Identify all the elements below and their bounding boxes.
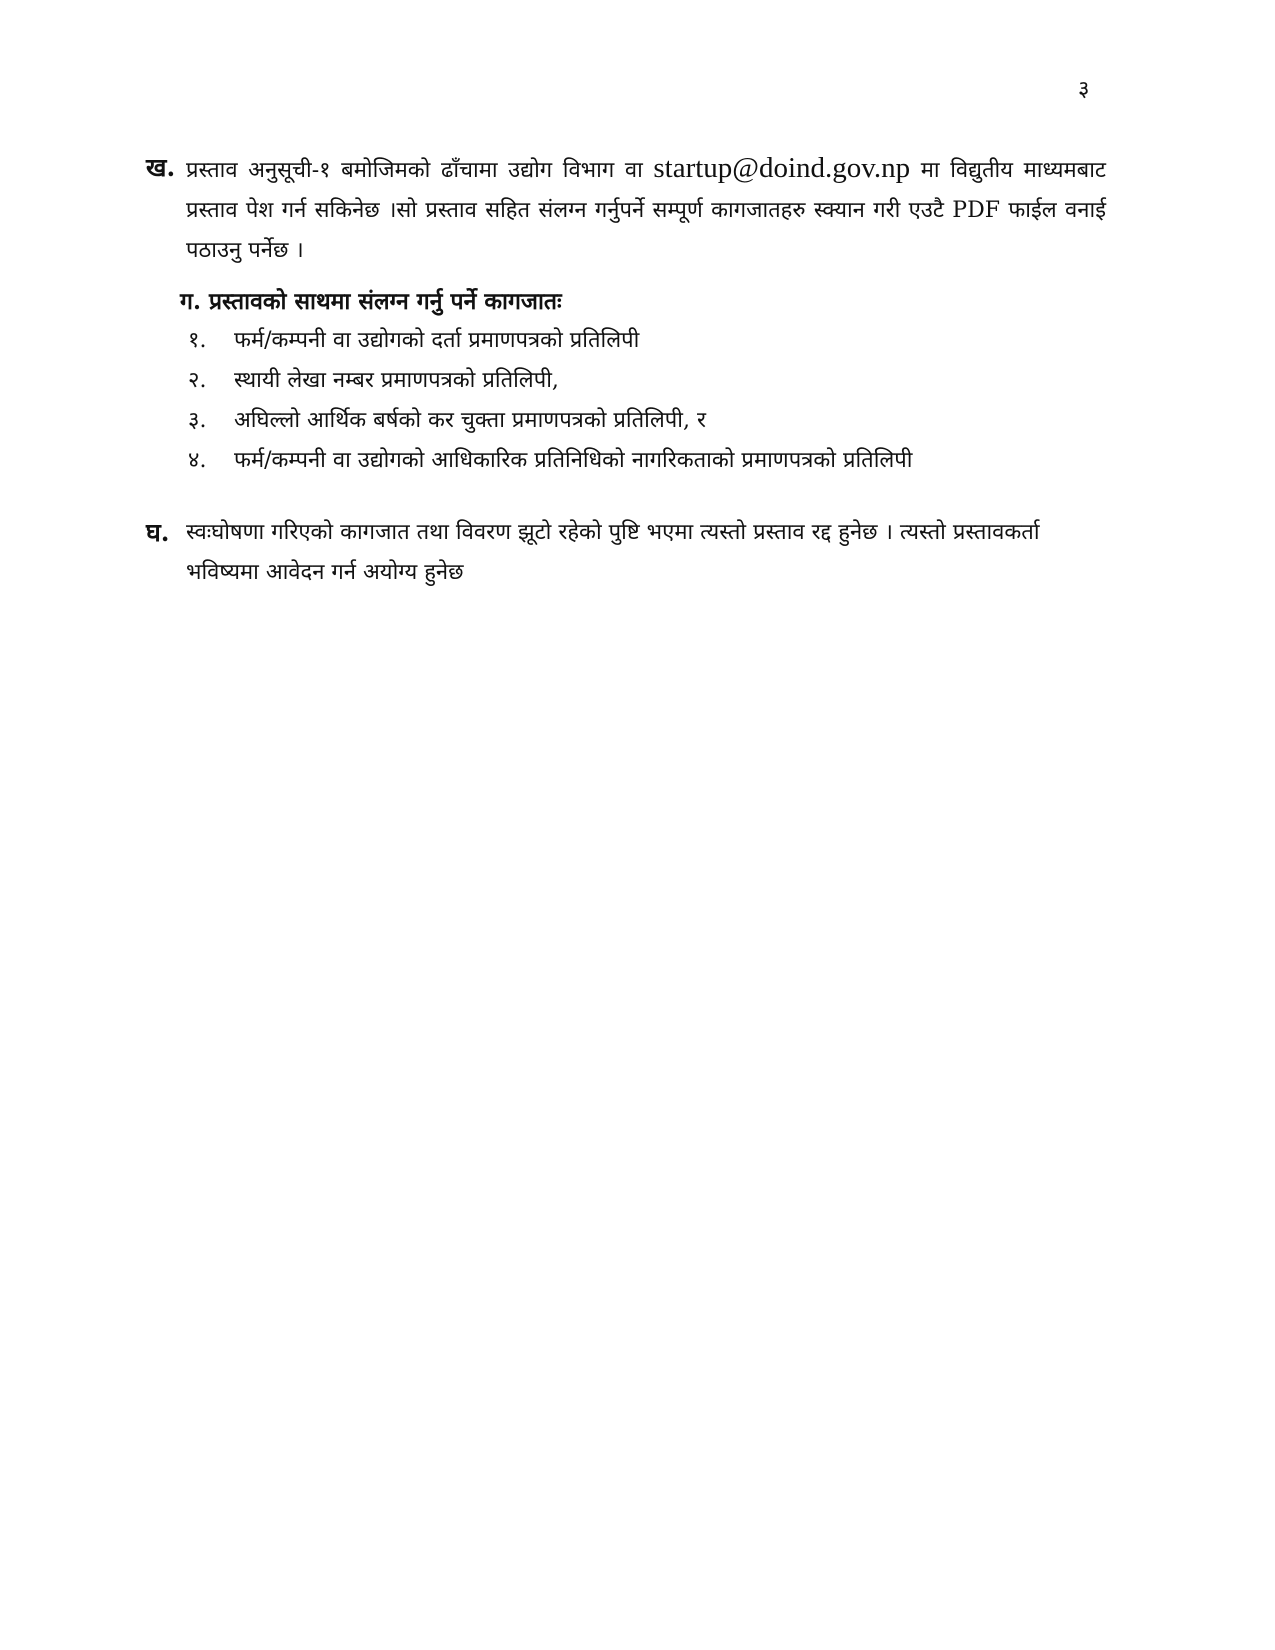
required-document-text: फर्म/कम्पनी वा उद्योगको आधिकारिक प्रतिनिधिको नागरिकताको प्रमाणपत्रको प्रतिलिपी [234,448,913,473]
required-document-number: १. [188,328,207,353]
required-document-item [188,401,1088,441]
section-ga-heading: ग. प्रस्तावको साथमा संलग्न गर्नु पर्ने कागजातः [180,288,562,315]
section-gha [146,513,1106,593]
required-document-number: ४. [188,448,207,473]
section-gha-marker: घ. [146,518,170,547]
required-documents-list [188,321,1088,481]
required-document-text: अघिल्लो आर्थिक बर्षको कर चुक्ता प्रमाणपत्रको प्रतिलिपी, र [234,408,706,433]
section-kha-text-after-email: मा विद्युतीय माध्यमबाट प्रस्ताव पेश गर्न सकिनेछ ।सो प्रस्ताव सहित संलग्न गर्नुपर्ने सम्पूर्ण कागजातहरु स्क्यान गरी एउटै PDF फाईल वनाई पठाउनु पर्नेछ । [186,158,1106,263]
section-kha-paragraph [146,148,1106,271]
required-document-number: ३. [188,408,207,433]
section-kha-text-before-email: प्रस्ताव अनुसूची-१ बमोजिमको ढाँचामा उद्योग विभाग वा [186,158,654,183]
contact-email: startup@doind.gov.np [653,152,911,184]
required-document-item [188,441,1088,481]
required-document-item [188,361,1088,401]
required-document-text: फर्म/कम्पनी वा उद्योगको दर्ता प्रमाणपत्रको प्रतिलिपी [234,328,640,353]
section-kha [146,148,1106,271]
required-document-item [188,321,1088,361]
required-document-text: स्थायी लेखा नम्बर प्रमाणपत्रको प्रतिलिपी, [234,368,559,393]
section-gha-paragraph: स्वःघोषणा गरिएको कागजात तथा विवरण झूटो रहेको पुष्टि भएमा त्यस्तो प्रस्ताव रद्द हुनेछ । त्यस्तो प्रस्तावकर्ता भविष्यमा आवेदन गर्न अयोग्य हुनेछ [186,520,1040,585]
section-ga [146,282,1106,473]
section-kha-marker: ख. [146,153,176,182]
page-number: ३ [1078,77,1090,102]
required-document-number: २. [188,368,207,393]
